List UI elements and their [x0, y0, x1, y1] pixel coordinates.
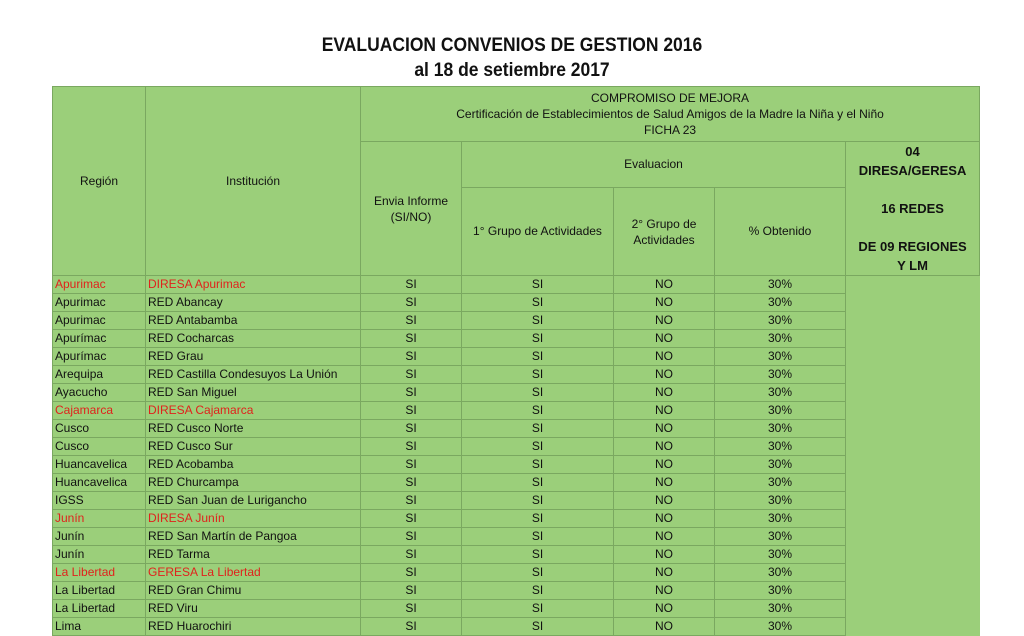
- cell-obtenido: 30%: [715, 510, 846, 528]
- cell-grupo-2: NO: [614, 276, 715, 294]
- cell-obtenido: 30%: [715, 402, 846, 420]
- cell-region: IGSS: [53, 492, 146, 510]
- table-row: [53, 582, 980, 600]
- header-grupo-1: 1° Grupo de Actividades: [462, 188, 614, 276]
- table-row: [53, 600, 980, 618]
- cell-obtenido: 30%: [715, 456, 846, 474]
- cell-grupo-2: NO: [614, 510, 715, 528]
- cell-envia: SI: [361, 366, 462, 384]
- cell-region: Junín: [53, 546, 146, 564]
- cell-grupo-1: SI: [462, 384, 614, 402]
- cell-institucion: RED Cusco Sur: [146, 438, 361, 456]
- cell-envia: SI: [361, 528, 462, 546]
- cell-institucion: RED Castilla Condesuyos La Unión: [146, 366, 361, 384]
- cell-grupo-2: NO: [614, 582, 715, 600]
- cell-obtenido: 30%: [715, 294, 846, 312]
- page-title: EVALUACION CONVENIOS DE GESTION 2016: [321, 35, 703, 56]
- cell-institucion: RED Acobamba: [146, 456, 361, 474]
- cell-obtenido: 30%: [715, 618, 846, 636]
- summary-line-3: 16 REDES: [881, 201, 944, 216]
- cell-grupo-1: SI: [462, 510, 614, 528]
- cell-grupo-2: NO: [614, 564, 715, 582]
- header-region: Región: [53, 87, 146, 276]
- cell-region: Apurímac: [53, 330, 146, 348]
- summary-line-5: Y LM: [897, 258, 928, 273]
- cell-institucion: RED San Martín de Pangoa: [146, 528, 361, 546]
- cell-grupo-2: NO: [614, 366, 715, 384]
- cell-grupo-1: SI: [462, 276, 614, 294]
- cell-institucion: RED Churcampa: [146, 474, 361, 492]
- cell-grupo-1: SI: [462, 546, 614, 564]
- cell-envia: SI: [361, 438, 462, 456]
- cell-institucion: DIRESA Junín: [146, 510, 361, 528]
- table-row: [53, 618, 980, 636]
- cell-obtenido: 30%: [715, 438, 846, 456]
- cell-grupo-2: NO: [614, 600, 715, 618]
- cell-envia: SI: [361, 456, 462, 474]
- cell-envia: SI: [361, 618, 462, 636]
- cell-envia: SI: [361, 546, 462, 564]
- header-obtenido: % Obtenido: [715, 188, 846, 276]
- cell-grupo-2: NO: [614, 294, 715, 312]
- table-row: [53, 528, 980, 546]
- cell-grupo-2: NO: [614, 474, 715, 492]
- evaluation-table: [52, 86, 980, 636]
- cell-envia: SI: [361, 582, 462, 600]
- table-row: [53, 294, 980, 312]
- cell-obtenido: 30%: [715, 528, 846, 546]
- table-row: [53, 546, 980, 564]
- summary-cell: [846, 142, 980, 276]
- table-row: [53, 330, 980, 348]
- cell-region: Cusco: [53, 438, 146, 456]
- cell-grupo-2: NO: [614, 546, 715, 564]
- cell-institucion: RED Cusco Norte: [146, 420, 361, 438]
- cell-grupo-1: SI: [462, 600, 614, 618]
- cell-envia: SI: [361, 474, 462, 492]
- cell-grupo-2: NO: [614, 456, 715, 474]
- cell-institucion: RED Tarma: [146, 546, 361, 564]
- cell-envia: SI: [361, 348, 462, 366]
- cell-envia: SI: [361, 330, 462, 348]
- cell-envia: SI: [361, 294, 462, 312]
- cell-region: Ayacucho: [53, 384, 146, 402]
- cell-envia: SI: [361, 492, 462, 510]
- cell-region: Huancavelica: [53, 474, 146, 492]
- table-row: [53, 366, 980, 384]
- cell-envia: SI: [361, 510, 462, 528]
- cell-obtenido: 30%: [715, 582, 846, 600]
- cell-grupo-1: SI: [462, 492, 614, 510]
- cell-institucion: RED Antabamba: [146, 312, 361, 330]
- cell-grupo-1: SI: [462, 294, 614, 312]
- cell-envia: SI: [361, 276, 462, 294]
- cell-obtenido: 30%: [715, 348, 846, 366]
- cell-region: La Libertad: [53, 582, 146, 600]
- table-row: [53, 438, 980, 456]
- cell-envia: SI: [361, 564, 462, 582]
- cell-institucion: GERESA La Libertad: [146, 564, 361, 582]
- cell-obtenido: 30%: [715, 276, 846, 294]
- compromiso-line-2: Certificación de Establecimientos de Salud Amigos de la Madre la Niña y el Niño: [456, 107, 884, 121]
- cell-grupo-2: NO: [614, 438, 715, 456]
- cell-institucion: RED Gran Chimu: [146, 582, 361, 600]
- table-row: [53, 510, 980, 528]
- table-row: [53, 348, 980, 366]
- cell-grupo-2: NO: [614, 402, 715, 420]
- cell-region: Apurímac: [53, 348, 146, 366]
- summary-line-4: DE 09 REGIONES: [858, 239, 967, 254]
- cell-grupo-1: SI: [462, 456, 614, 474]
- cell-grupo-1: SI: [462, 348, 614, 366]
- cell-obtenido: 30%: [715, 564, 846, 582]
- cell-institucion: RED Grau: [146, 348, 361, 366]
- compromiso-line-3: FICHA 23: [644, 123, 697, 137]
- cell-grupo-2: NO: [614, 384, 715, 402]
- cell-grupo-1: SI: [462, 366, 614, 384]
- cell-region: Huancavelica: [53, 456, 146, 474]
- cell-grupo-2: NO: [614, 492, 715, 510]
- table-row: [53, 384, 980, 402]
- table-row: [53, 492, 980, 510]
- cell-envia: SI: [361, 420, 462, 438]
- summary-line-1: 04: [905, 144, 920, 159]
- cell-grupo-1: SI: [462, 438, 614, 456]
- cell-region: Junín: [53, 528, 146, 546]
- cell-grupo-2: NO: [614, 420, 715, 438]
- cell-grupo-2: NO: [614, 528, 715, 546]
- cell-obtenido: 30%: [715, 420, 846, 438]
- cell-institucion: RED San Juan de Lurigancho: [146, 492, 361, 510]
- cell-envia: SI: [361, 402, 462, 420]
- cell-grupo-1: SI: [462, 618, 614, 636]
- header-grupo-2: 2° Grupo de Actividades: [614, 188, 715, 276]
- cell-envia: SI: [361, 312, 462, 330]
- cell-region: La Libertad: [53, 564, 146, 582]
- cell-obtenido: 30%: [715, 312, 846, 330]
- cell-grupo-1: SI: [462, 312, 614, 330]
- cell-grupo-1: SI: [462, 528, 614, 546]
- cell-obtenido: 30%: [715, 474, 846, 492]
- cell-obtenido: 30%: [715, 330, 846, 348]
- page-subtitle: al 18 de setiembre 2017: [414, 60, 610, 81]
- table-row: [53, 402, 980, 420]
- cell-institucion: RED Huarochiri: [146, 618, 361, 636]
- compromiso-line-1: COMPROMISO DE MEJORA: [591, 91, 750, 105]
- cell-grupo-2: NO: [614, 618, 715, 636]
- cell-obtenido: 30%: [715, 600, 846, 618]
- cell-envia: SI: [361, 600, 462, 618]
- table-row: [53, 420, 980, 438]
- cell-grupo-2: NO: [614, 312, 715, 330]
- cell-region: Apurimac: [53, 276, 146, 294]
- cell-grupo-1: SI: [462, 582, 614, 600]
- cell-grupo-1: SI: [462, 402, 614, 420]
- cell-region: Cajamarca: [53, 402, 146, 420]
- cell-grupo-2: NO: [614, 348, 715, 366]
- header-compromiso: [361, 87, 980, 142]
- cell-institucion: RED Abancay: [146, 294, 361, 312]
- cell-institucion: DIRESA Cajamarca: [146, 402, 361, 420]
- cell-obtenido: 30%: [715, 492, 846, 510]
- table-row: [53, 456, 980, 474]
- header-institucion: Institución: [146, 87, 361, 276]
- cell-region: Junín: [53, 510, 146, 528]
- cell-region: La Libertad: [53, 600, 146, 618]
- summary-line-2: DIRESA/GERESA: [858, 163, 967, 178]
- header-evaluacion: Evaluacion: [462, 142, 846, 188]
- header-envia-informe: Envia Informe (SI/NO): [361, 142, 462, 276]
- cell-obtenido: 30%: [715, 384, 846, 402]
- cell-region: Apurimac: [53, 312, 146, 330]
- cell-grupo-2: NO: [614, 330, 715, 348]
- table-row: [53, 474, 980, 492]
- cell-institucion: RED Viru: [146, 600, 361, 618]
- cell-region: Arequipa: [53, 366, 146, 384]
- table-row: [53, 564, 980, 582]
- table-row: [53, 276, 980, 294]
- cell-region: Apurimac: [53, 294, 146, 312]
- cell-institucion: DIRESA Apurimac: [146, 276, 361, 294]
- cell-obtenido: 30%: [715, 366, 846, 384]
- cell-grupo-1: SI: [462, 474, 614, 492]
- cell-obtenido: 30%: [715, 546, 846, 564]
- cell-grupo-1: SI: [462, 420, 614, 438]
- table-row: [53, 312, 980, 330]
- cell-region: Cusco: [53, 420, 146, 438]
- cell-grupo-1: SI: [462, 330, 614, 348]
- cell-institucion: RED San Miguel: [146, 384, 361, 402]
- cell-region: Lima: [53, 618, 146, 636]
- cell-envia: SI: [361, 384, 462, 402]
- cell-institucion: RED Cocharcas: [146, 330, 361, 348]
- cell-grupo-1: SI: [462, 564, 614, 582]
